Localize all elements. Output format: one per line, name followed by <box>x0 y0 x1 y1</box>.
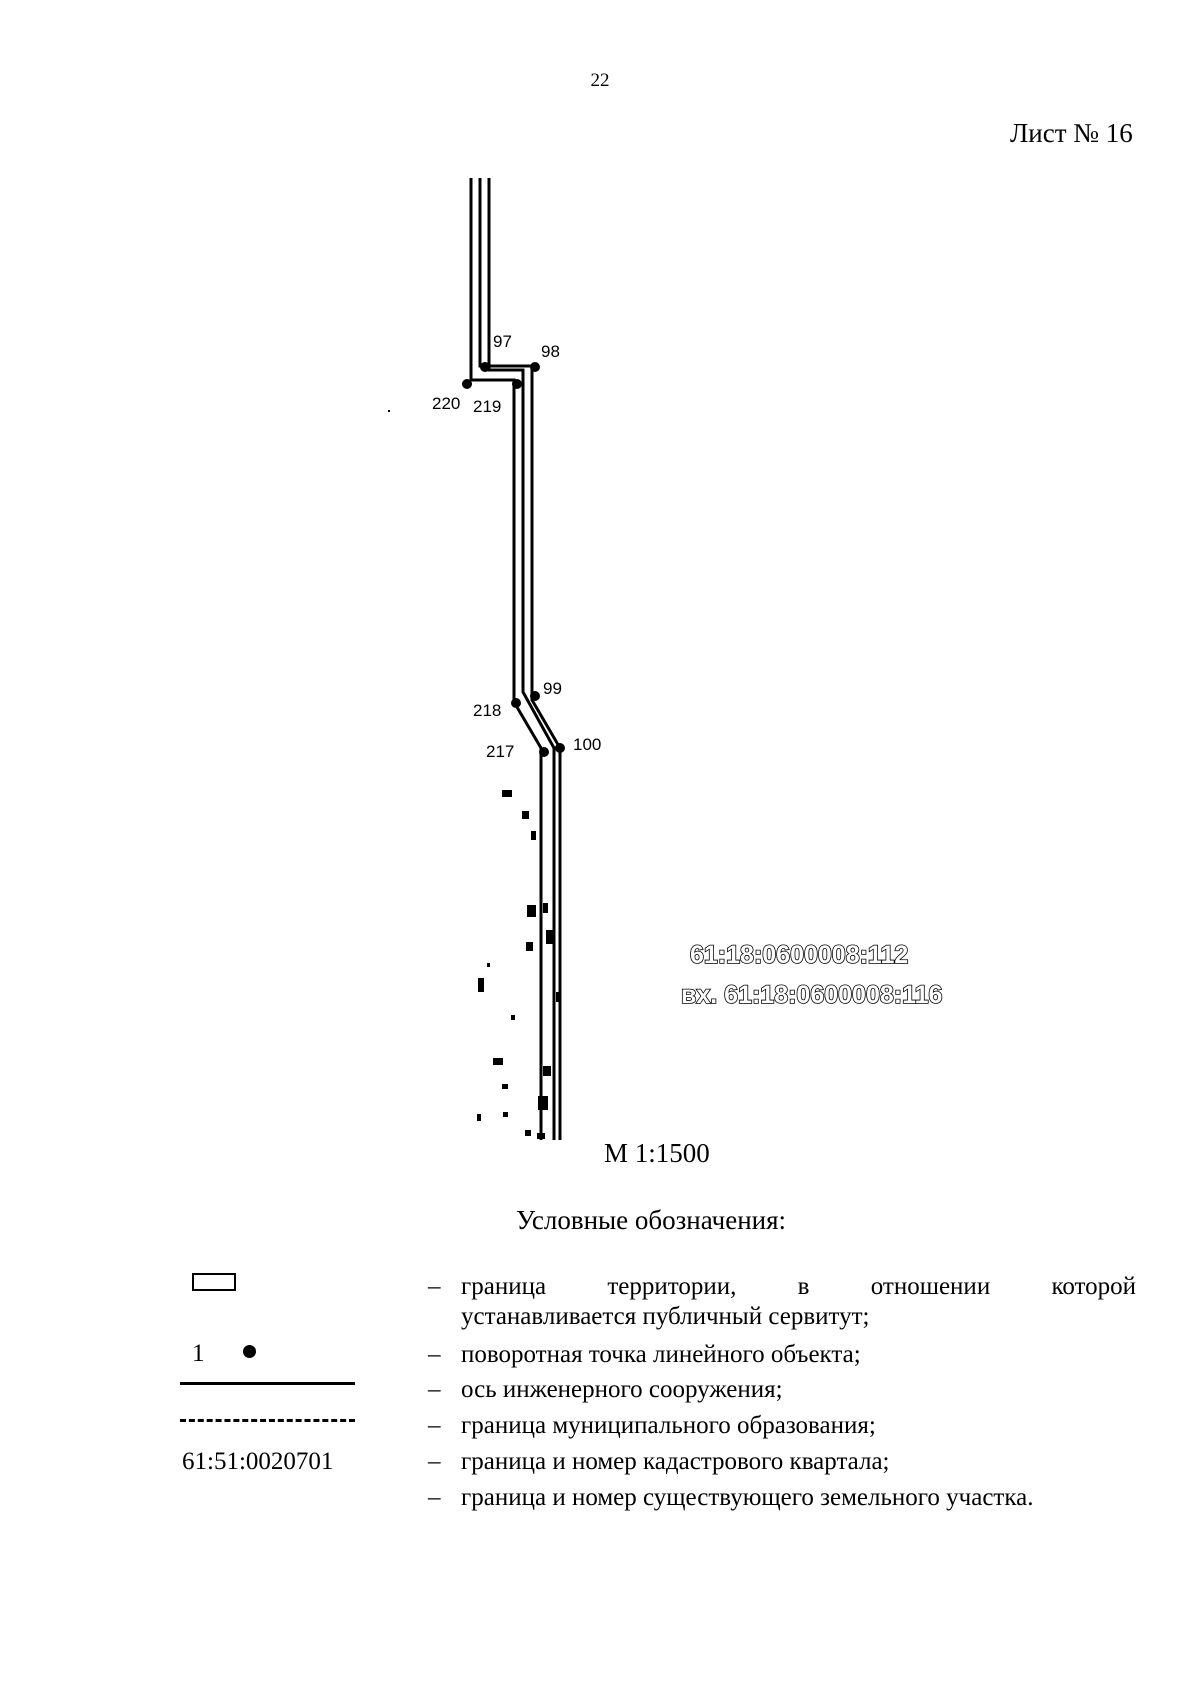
page-number: 22 <box>590 70 610 91</box>
point-100-marker <box>555 743 565 753</box>
point-220-marker <box>462 379 472 389</box>
point-99-label: 99 <box>543 679 562 698</box>
point-218-marker <box>511 698 521 708</box>
point-217-marker <box>539 747 549 757</box>
point-98-marker <box>530 362 540 372</box>
scan-noise <box>388 410 560 1139</box>
engineering-axis-symbol <box>180 1382 355 1385</box>
sheet-label: Лист № 16 <box>1010 118 1133 148</box>
legend-item-turning-point <box>428 1340 1136 1370</box>
legend-item-engineering-axis <box>428 1375 1136 1405</box>
legend-item-land-parcel <box>428 1483 1136 1513</box>
legend-item-text: граница муниципального образования; <box>461 1412 876 1439</box>
point-219-label: 219 <box>473 397 502 416</box>
point-219-marker <box>512 379 522 389</box>
legend-dash: – <box>428 1484 441 1511</box>
legend-item-cadastral-quarter <box>428 1447 1136 1477</box>
point-220-label: 220 <box>432 394 461 413</box>
servitude-boundary-inner <box>489 178 554 1140</box>
point-99-marker <box>530 691 540 701</box>
point-218-label: 218 <box>473 701 502 720</box>
municipal-boundary-symbol <box>180 1419 355 1422</box>
cadastral-parcel-label: 61:18:0600008:112 <box>690 941 909 969</box>
turning-point-symbol-number: 1 <box>192 1340 205 1367</box>
legend-dash: – <box>428 1341 441 1368</box>
servitude-boundary-symbol <box>192 1273 236 1291</box>
legend-item-servitude-boundary <box>428 1272 1136 1332</box>
legend-dash: – <box>428 1448 441 1475</box>
legend-item-text: граница и номер кадастрового квартала; <box>461 1448 890 1475</box>
point-217-label: 217 <box>486 742 515 761</box>
point-97-marker <box>480 362 490 372</box>
legend-dash: – <box>428 1376 441 1403</box>
legend-item-text: граница и номер существующего земельного участка. <box>461 1484 1034 1511</box>
legend-dash: – <box>428 1273 441 1300</box>
legend-item-text-line2: устанавливается публичный сервитут; <box>461 1303 870 1330</box>
point-97-label: 97 <box>493 332 512 351</box>
cadastral-quarter-symbol-text: 61:51:0020701 <box>182 1448 334 1475</box>
point-98-label: 98 <box>541 342 560 361</box>
legend-item-municipal-boundary <box>428 1411 1136 1441</box>
legend-dash: – <box>428 1412 441 1439</box>
legend-item-text: поворотная точка линейного объекта; <box>461 1341 861 1368</box>
legend-item-text: ось инженерного сооружения; <box>461 1376 783 1403</box>
cadastral-parcel-included-label: вх. 61:18:0600008:116 <box>681 981 943 1009</box>
engineering-axis-line <box>480 178 560 1140</box>
turning-point-symbol-dot <box>243 1345 256 1358</box>
point-100-label: 100 <box>573 735 602 754</box>
map-scale: М 1:1500 <box>604 1138 710 1168</box>
legend-title: Условные обозначения: <box>516 1205 787 1235</box>
legend-item-text-line1: граница территории, в отношении которой <box>461 1273 1136 1300</box>
